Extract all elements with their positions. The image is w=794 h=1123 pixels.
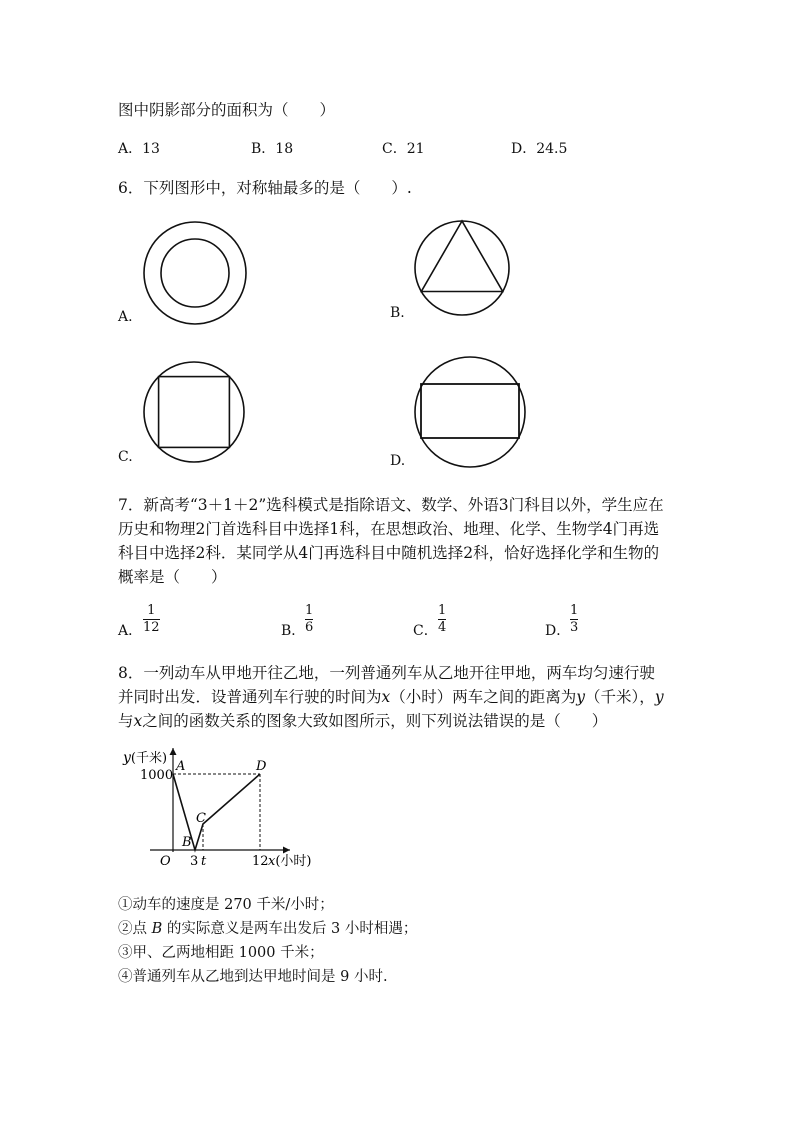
q7-option-b-label[interactable]: B． bbox=[281, 623, 306, 639]
q7-line-4: 概率是（ ） bbox=[118, 568, 227, 586]
q5-option-a[interactable]: A．13 bbox=[118, 141, 160, 157]
q8-statement-1: ①动车的速度是 270 千米/小时； bbox=[118, 897, 334, 913]
q5-option-d[interactable]: D．24.5 bbox=[511, 141, 568, 157]
q6-option-d[interactable]: D. bbox=[390, 453, 406, 469]
q6-figure-c bbox=[142, 360, 248, 466]
circle bbox=[415, 357, 525, 467]
outer-circle bbox=[144, 222, 246, 324]
q8-line-1: 8．一列动车从甲地开往乙地，一列普通列车从乙地开往甲地，两车均匀速行驶 bbox=[118, 664, 655, 682]
q8-statement-3: ③甲、乙两地相距 1000 千米； bbox=[118, 945, 324, 961]
q6-option-a[interactable]: A. bbox=[118, 309, 133, 325]
point-c-label: C bbox=[196, 811, 206, 826]
q8-distance-time-graph bbox=[118, 744, 318, 869]
x-tick-3: 3 bbox=[190, 854, 199, 869]
x-tick-t: t bbox=[201, 854, 207, 869]
q7-line-2: 历史和物理2门首选科目中选择1科，在思想政治、地理、化学、生物学4门再选 bbox=[118, 520, 660, 538]
y-axis-label: y(千米) bbox=[123, 750, 168, 766]
q5-option-c[interactable]: C．21 bbox=[382, 141, 425, 157]
q6-figure-b bbox=[412, 218, 514, 320]
q7-option-b-fraction: 1 6 bbox=[305, 603, 314, 635]
inscribed-rectangle bbox=[421, 384, 519, 438]
point-d-label: D bbox=[256, 759, 267, 774]
q6-figure-d bbox=[413, 355, 529, 471]
q7-line-3: 科目中选择2科．某同学从4门再选科目中随机选择2科，恰好选择化学和生物的 bbox=[118, 544, 660, 562]
q6-figure-a bbox=[140, 218, 250, 328]
q6-stem: 6．下列图形中，对称轴最多的是（ ）. bbox=[118, 179, 412, 197]
point-b-label: B bbox=[182, 835, 192, 850]
q8-line-2: 并同时出发．设普通列车行驶的时间为x（小时）两车之间的距离为y（千米），y bbox=[118, 688, 664, 706]
q7-option-c-fraction: 1 4 bbox=[438, 603, 447, 635]
q7-option-c-label[interactable]: C． bbox=[413, 623, 438, 639]
q7-option-a-label[interactable]: A． bbox=[118, 623, 143, 639]
origin-label: O bbox=[160, 854, 171, 869]
y-tick-1000: 1000 bbox=[140, 768, 174, 783]
q7-option-a-fraction: 1 12 bbox=[143, 603, 160, 635]
q6-option-c[interactable]: C. bbox=[118, 449, 133, 465]
q8-statement-4: ④普通列车从乙地到达甲地时间是 9 小时. bbox=[118, 969, 388, 985]
x-tick-12: 12 bbox=[252, 854, 269, 869]
q7-line-1: 7．新高考“3＋1＋2”选科模式是指除语文、数学、外语3门科目以外，学生应在 bbox=[118, 496, 664, 514]
circle bbox=[415, 221, 509, 315]
q5-stem: 图中阴影部分的面积为（ ） bbox=[118, 101, 336, 119]
x-axis-label: x(小时) bbox=[268, 854, 312, 869]
q6-option-b[interactable]: B. bbox=[390, 305, 405, 321]
inscribed-square bbox=[159, 377, 230, 448]
q8-statement-2: ②点 B 的实际意义是两车出发后 3 小时相遇； bbox=[118, 921, 418, 937]
q5-option-b[interactable]: B．18 bbox=[251, 141, 294, 157]
inner-circle bbox=[161, 239, 229, 307]
q7-option-d-fraction: 1 3 bbox=[570, 603, 579, 635]
point-a-label: A bbox=[176, 759, 186, 774]
q7-option-d-label[interactable]: D． bbox=[545, 623, 571, 639]
q8-line-3: 与x之间的函数关系的图象大致如图所示，则下列说法错误的是（ ） bbox=[118, 712, 608, 730]
